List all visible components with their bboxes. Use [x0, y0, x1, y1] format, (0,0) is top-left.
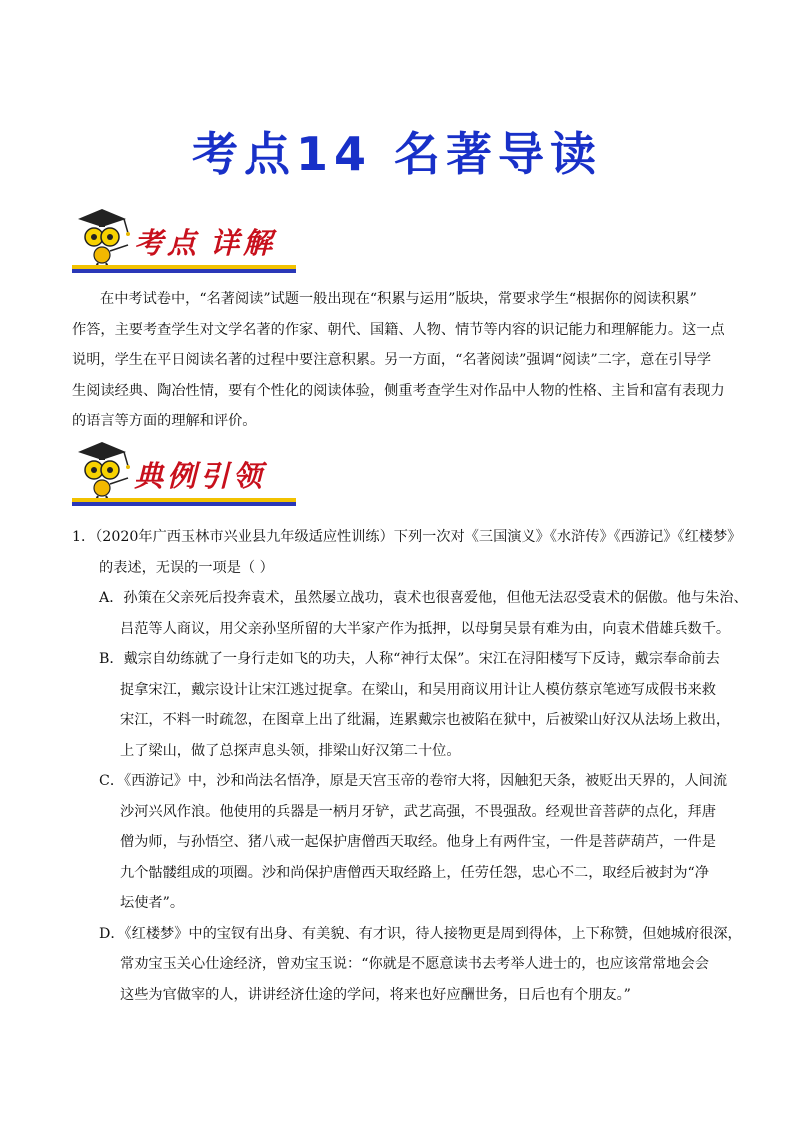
option-a-line: A．孙策在父亲死后投奔袁术，虽然屡立战功，袁术也很喜爱他，但他无法忍受袁术的倨傲。他与朱治、	[99, 590, 748, 606]
option-c-line: 僧为师，与孙悟空、猪八戒一起保护唐僧西天取经。他身上有两件宝，一件是菩萨葫芦，一件是	[120, 834, 716, 850]
question-stem-line: 1．（2020年广西玉林市兴业县九年级适应性训练）下列一次对《三国演义》《水浒传》《西游记》《红楼梦》	[72, 529, 742, 545]
page-title: 考点14 名著导读	[191, 127, 603, 181]
section-header-examples	[72, 438, 302, 508]
option-d-line: 这些为官做宰的人，讲讲经济仕途的学问，将来也好应酬世务，日后也有个朋友。”	[120, 986, 631, 1003]
intro-line: 生阅读经典、陶冶性情，要有个性化的阅读体验，侧重考查学生对作品中人物的性格、主旨和富有表现力	[72, 382, 725, 399]
question-1	[72, 522, 748, 1010]
option-d-line: D．《红楼梦》中的宝钗有出身、有美貌、有才识，待人接物更是周到得体，上下称赞，但她城府很深，	[99, 925, 742, 942]
intro-line: 说明，学生在平日阅读名著的过程中要注意积累。另一方面，“名著阅读”强调“阅读”二字，意在引导学	[72, 352, 712, 368]
option-c-line: C．《西游记》中，沙和尚法名悟净，原是天宫玉帝的卷帘大将，因触犯天条，被贬出天界的，人间流	[99, 773, 728, 789]
section-header-exam-points	[72, 205, 302, 275]
option-b-line: 宋江，不料一时疏忽，在图章上出了纰漏，连累戴宗也被陷在狱中，后被梁山好汉从法场上救出，	[120, 712, 731, 728]
section-underline-blue	[72, 502, 296, 506]
option-c-line: 九个骷髅组成的项圈。沙和尚保护唐僧西天取经路上，任劳任怨，忠心不二，取经后被封为“净	[120, 864, 709, 881]
section-underline-blue	[72, 269, 296, 273]
option-a-line: 吕范等人商议，用父亲孙坚所留的大半家产作为抵押，以母舅吴景有难为由，向袁术借雄兵数千。	[120, 620, 731, 637]
intro-line: 的语言等方面的理解和评价。	[72, 413, 257, 429]
option-b-line: 捉拿宋江，戴宗设计让宋江逃过捉拿。在梁山，和吴用商议用计让人模仿蔡京笔迹写成假书来救	[120, 681, 716, 698]
section-label: 典例引领	[134, 459, 267, 493]
intro-paragraph	[72, 284, 724, 437]
intro-line: 在中考试卷中，“名著阅读”试题一般出现在“积累与运用”版块，常要求学生“根据你的阅读积累”	[100, 291, 697, 307]
option-c-line: 沙河兴风作浪。他使用的兵器是一柄月牙铲，武艺高强，不畏强敌。经观世音菩萨的点化，拜唐	[120, 803, 716, 820]
question-stem-line: 的表述，无误的一项是（ ）	[99, 559, 274, 576]
section-label-part1: 考点	[134, 226, 201, 260]
section-label	[134, 221, 286, 262]
option-c-line: 坛使者”。	[120, 895, 185, 911]
option-b-line: B．戴宗自幼练就了一身行走如飞的功夫，人称“神行太保”。宋江在浔阳楼写下反诗，戴宗奉命前去	[99, 651, 720, 667]
intro-line: 作答，主要考查学生对文学名著的作家、朝代、国籍、人物、情节等内容的识记能力和理解能力。这一点	[72, 321, 725, 338]
option-b-line: 上了梁山，做了总探声息头领，排梁山好汉第二十位。	[120, 742, 461, 759]
section-label-part2: 详解	[210, 226, 277, 260]
option-d-line: 常劝宝玉关心仕途经济，曾劝宝玉说：“你就是不愿意读书去考举人进士的，也应该常常地会会	[120, 956, 709, 972]
